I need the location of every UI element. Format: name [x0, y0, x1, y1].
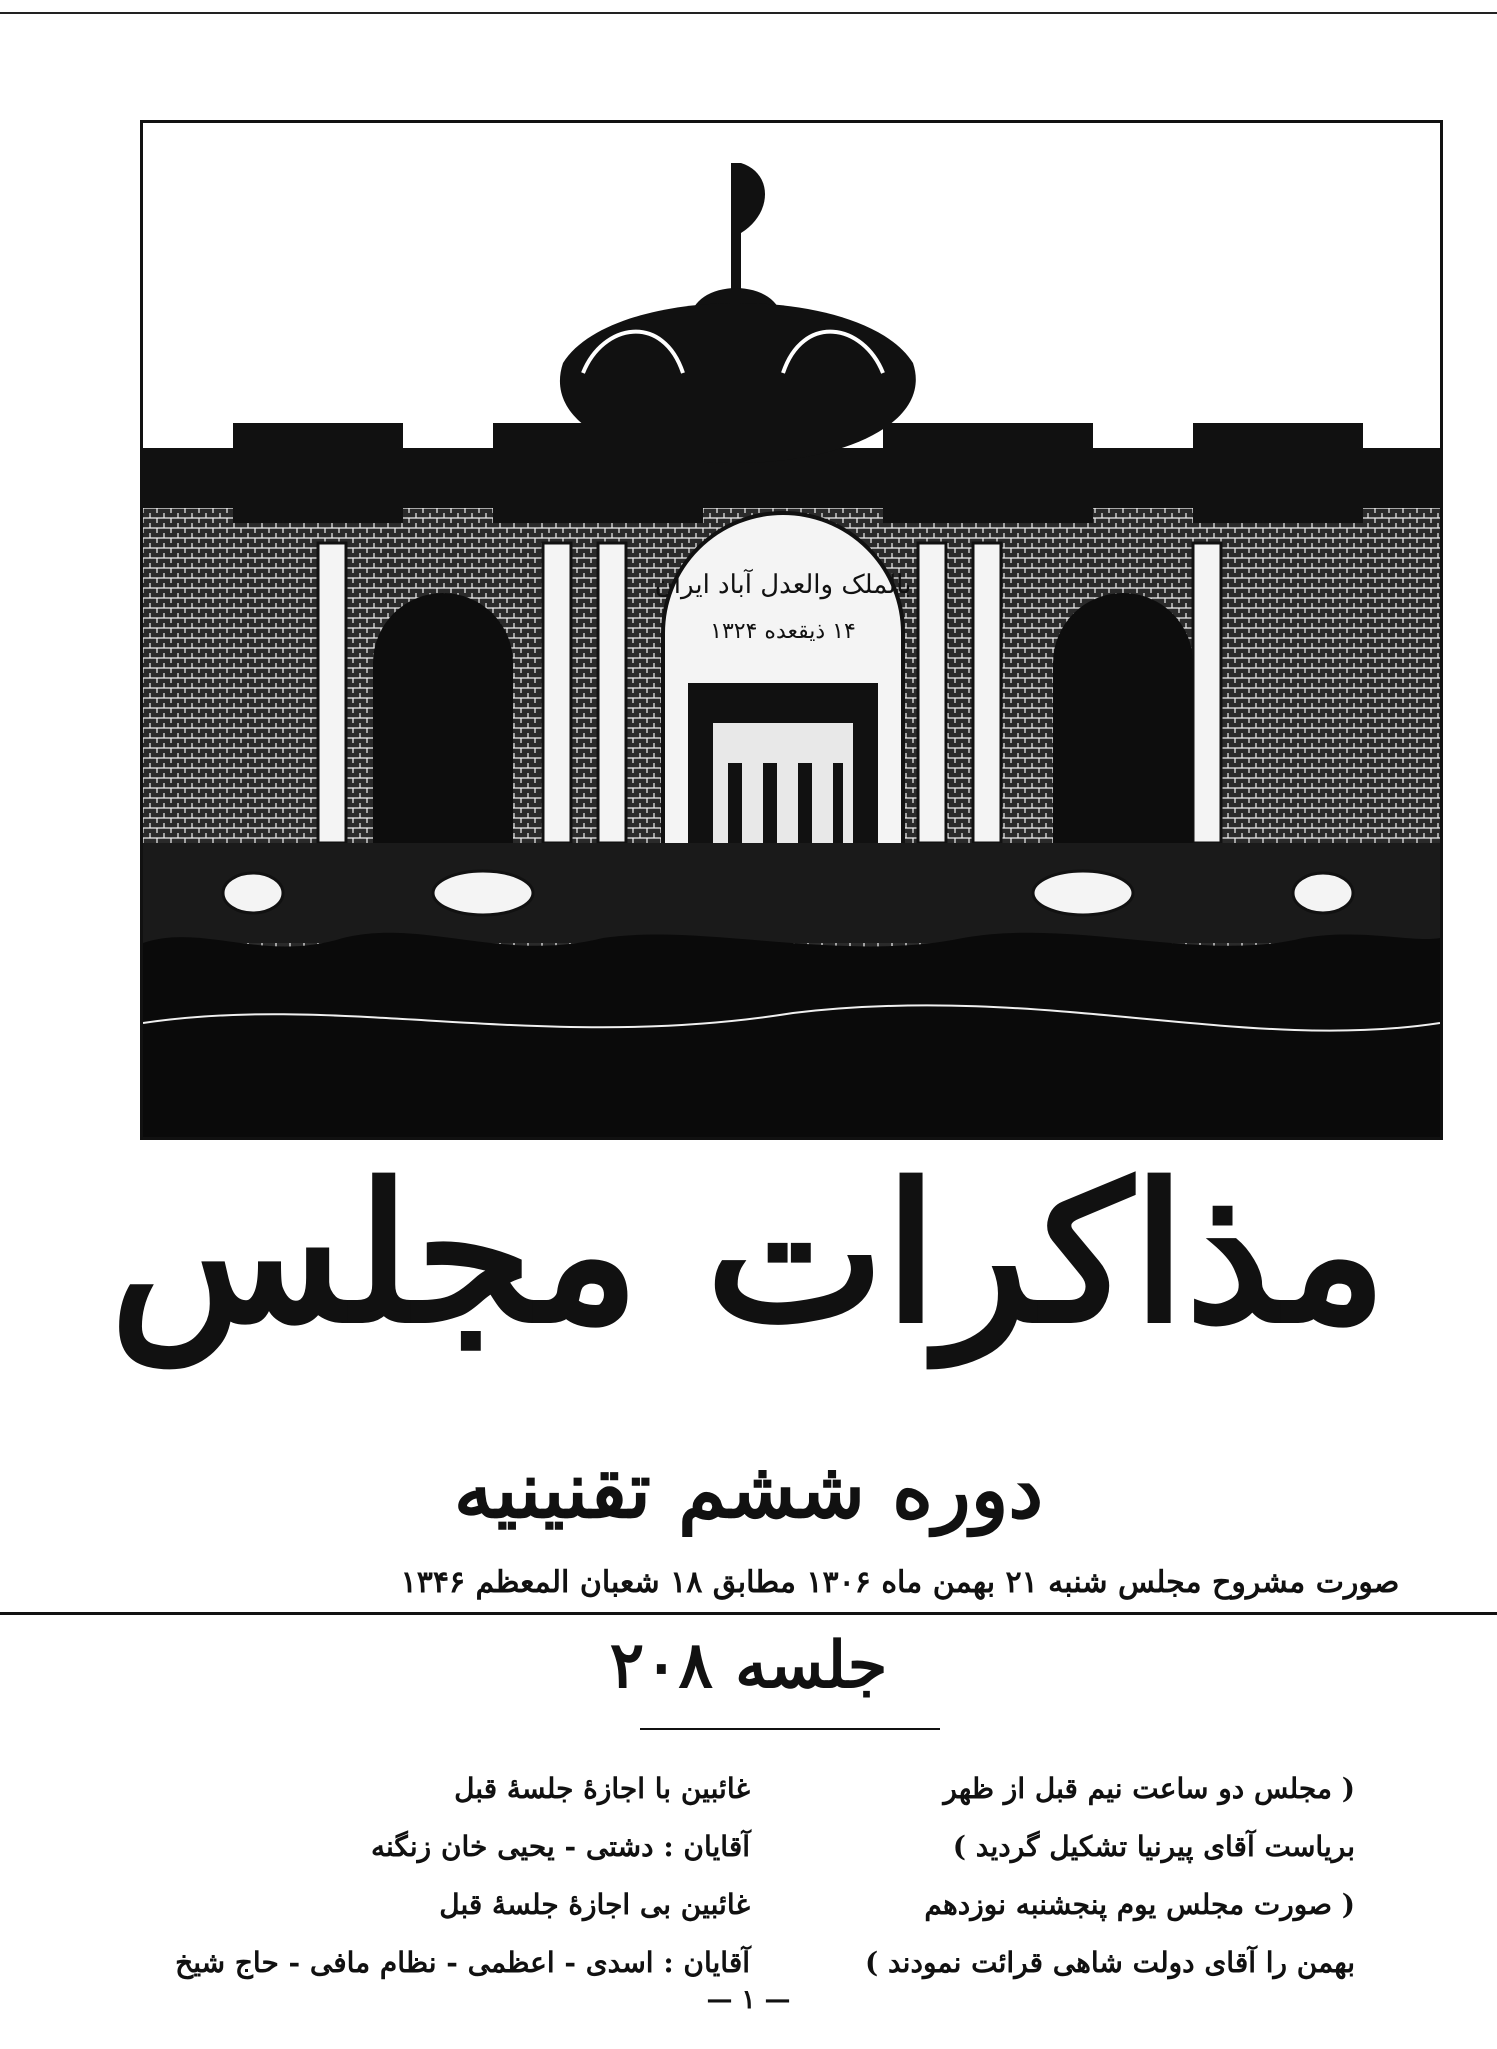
illustration-frame: [140, 120, 1443, 1140]
absentees-line: غائبین بی اجازهٔ جلسهٔ قبل: [439, 1888, 750, 1921]
proceedings-line: بهمن را آقای دولت شاهی قرائت نمودند ): [864, 1946, 1355, 1979]
session-date-line: صورت مشروح مجلس شنبه ۲۱ بهمن ماه ۱۳۰۶ مطابق ۱۸ شعبان المعظم ۱۳۴۶: [400, 1565, 1400, 1600]
page-number: — ۱ —: [706, 1985, 791, 2015]
crown-ornament: [560, 163, 916, 463]
proceedings-line: بریاست آقای پیرنیا تشکیل گردید ): [952, 1830, 1355, 1863]
top-rule: [0, 12, 1497, 14]
header-divider: [0, 1612, 1497, 1615]
masthead-subtitle: دوره ششم تقنینیه: [453, 1445, 1044, 1536]
absentees-line: غائبین با اجازهٔ جلسهٔ قبل: [454, 1772, 750, 1805]
building-inscription-line2: ۱۴ ذیقعده ۱۳۲۴: [710, 619, 856, 644]
proceedings-line: ( مجلس دو ساعت نیم قبل از ظهر: [943, 1772, 1355, 1805]
session-number: جلسه ۲۰۸: [609, 1628, 888, 1703]
session-number-underline: [640, 1728, 940, 1730]
masthead-title: مذاکرات مجلس: [110, 1142, 1387, 1365]
absentees-line: آقایان : دشتی - یحیی خان زنگنه: [370, 1830, 750, 1863]
parliament-building-illustration: [143, 123, 1440, 1137]
absentees-column-left: [130, 1760, 750, 1992]
absentees-line: آقایان : اسدی - اعظمی - نظام مافی - حاج شیخ: [175, 1946, 750, 1979]
proceedings-line: ( صورت مجلس یوم پنجشنبه نوزدهم: [924, 1888, 1355, 1921]
building-inscription-line1: بالملک والعدل آباد ایران: [654, 570, 912, 600]
proceedings-column-right: [855, 1760, 1355, 1992]
